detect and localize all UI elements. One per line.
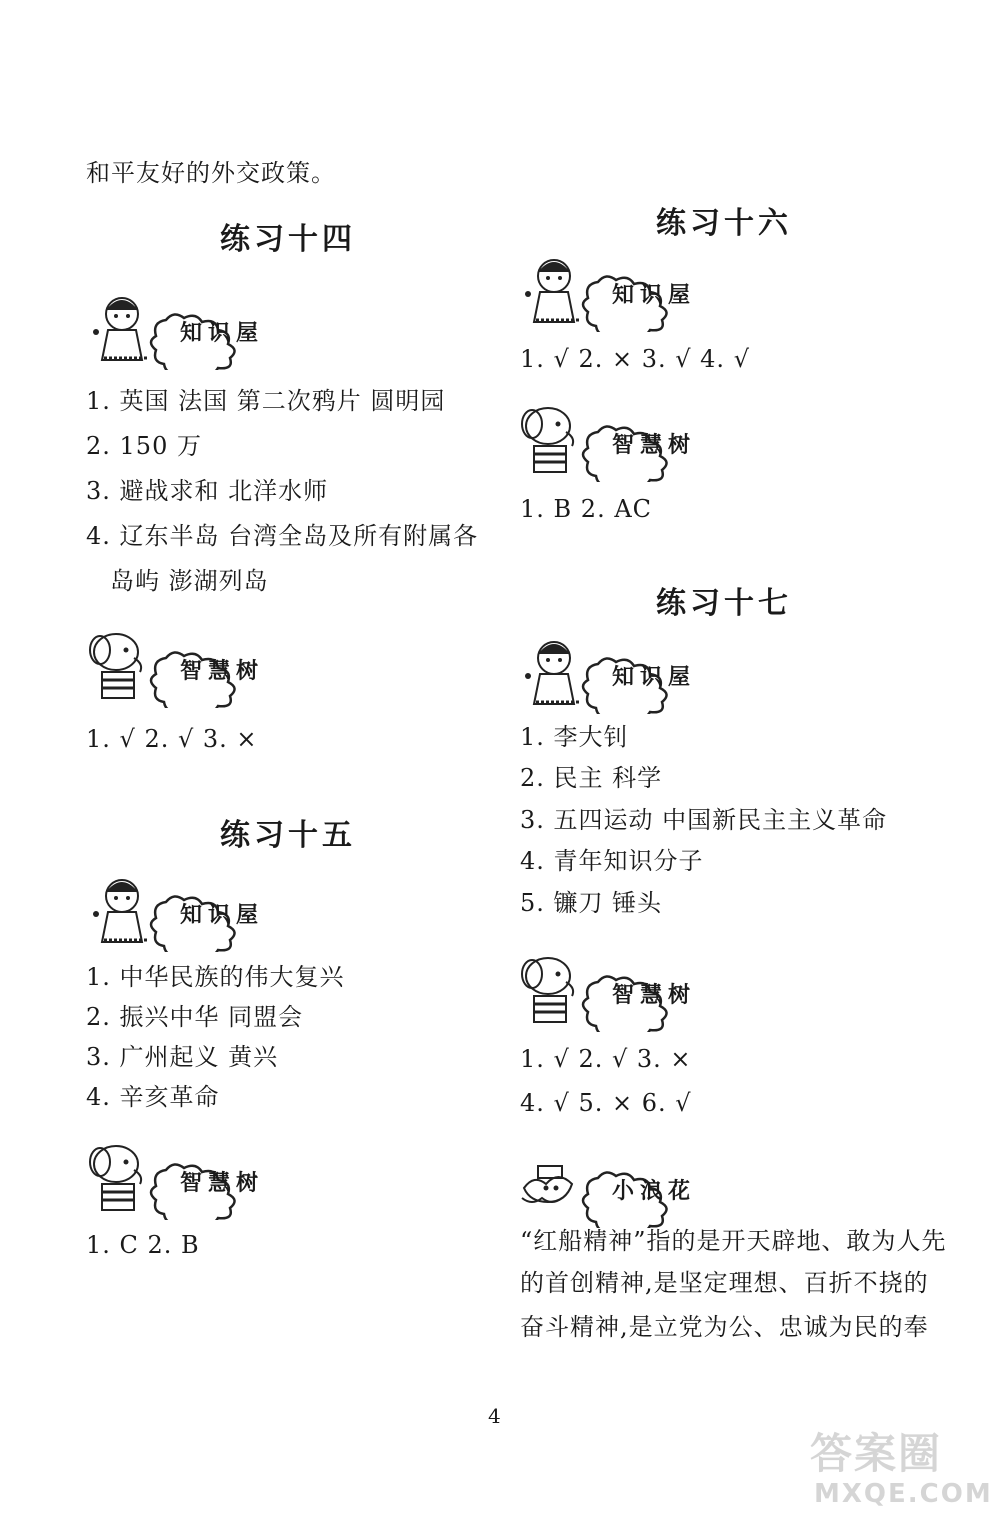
red-boat-spirit-line-3: 奋斗精神,是立党为公、忠诚为民的奉 [520, 1313, 929, 1341]
knowledge-house-badge [518, 634, 718, 714]
knowledge-house-badge [518, 252, 718, 332]
ex14-wisdom-answers: 1. √ 2. √ 3. × [86, 725, 258, 753]
ex15-knowledge-4: 4. 辛亥革命 [86, 1083, 220, 1111]
exercise-17-title: 练习十七 [656, 586, 792, 621]
continued-text: 和平友好的外交政策。 [86, 159, 336, 187]
ex14-knowledge-4-cont: 岛屿 澎湖列岛 [110, 567, 269, 595]
knowledge-house-label: 知识屋 [611, 283, 696, 308]
wisdom-tree-label: 智慧树 [179, 659, 264, 684]
exercise-16-title: 练习十六 [656, 206, 792, 241]
knowledge-house-label: 知识屋 [179, 903, 264, 928]
ex15-knowledge-1: 1. 中华民族的伟大复兴 [86, 963, 345, 991]
site-watermark [800, 1421, 993, 1521]
wisdom-tree-badge [86, 628, 286, 708]
ex15-knowledge-2: 2. 振兴中华 同盟会 [86, 1003, 304, 1031]
knowledge-house-badge [86, 872, 286, 952]
wisdom-tree-label: 智慧树 [179, 1171, 264, 1196]
ex14-knowledge-2: 2. 150 万 [86, 432, 202, 460]
ex14-knowledge-1: 1. 英国 法国 第二次鸦片 圆明园 [86, 387, 446, 415]
watermark-url: MXQE.COM [814, 1479, 993, 1509]
exercise-14-title: 练习十四 [220, 222, 356, 257]
knowledge-house-badge [86, 290, 286, 370]
page-number: 4 [488, 1404, 501, 1428]
ex15-knowledge-3: 3. 广州起义 黄兴 [86, 1043, 279, 1071]
wisdom-tree-badge [518, 952, 718, 1032]
ex16-knowledge-answers: 1. √ 2. × 3. √ 4. √ [520, 345, 750, 373]
ex16-wisdom-answers: 1. B 2. AC [520, 495, 653, 523]
ex17-knowledge-2: 2. 民主 科学 [520, 764, 663, 792]
little-wave-label: 小浪花 [611, 1179, 696, 1204]
ex17-knowledge-4: 4. 青年知识分子 [520, 847, 704, 875]
ex14-knowledge-3: 3. 避战求和 北洋水师 [86, 477, 329, 505]
ex17-wisdom-row-1: 1. √ 2. √ 3. × [520, 1045, 692, 1073]
ex14-knowledge-4: 4. 辽东半岛 台湾全岛及所有附属各 [86, 522, 479, 550]
wisdom-tree-badge [518, 402, 718, 482]
little-wave-badge [518, 1148, 718, 1228]
wisdom-tree-label: 智慧树 [611, 983, 696, 1008]
red-boat-spirit-line-1: “红船精神”指的是开天辟地、敢为人先 [520, 1227, 947, 1255]
ex17-knowledge-5: 5. 镰刀 锤头 [520, 889, 663, 917]
exercise-15-title: 练习十五 [220, 818, 356, 853]
ex17-wisdom-row-2: 4. √ 5. × 6. √ [520, 1089, 692, 1117]
ex17-knowledge-1: 1. 李大钊 [520, 723, 629, 751]
red-boat-spirit-line-2: 的首创精神,是坚定理想、百折不挠的 [520, 1269, 929, 1297]
knowledge-house-label: 知识屋 [179, 321, 264, 346]
knowledge-house-label: 知识屋 [611, 665, 696, 690]
wisdom-tree-label: 智慧树 [611, 433, 696, 458]
ex15-wisdom-answers: 1. C 2. B [86, 1231, 200, 1259]
ex17-knowledge-3: 3. 五四运动 中国新民主主义革命 [520, 806, 888, 834]
watermark-title: 答案圈 [810, 1429, 943, 1478]
wisdom-tree-badge [86, 1140, 286, 1220]
